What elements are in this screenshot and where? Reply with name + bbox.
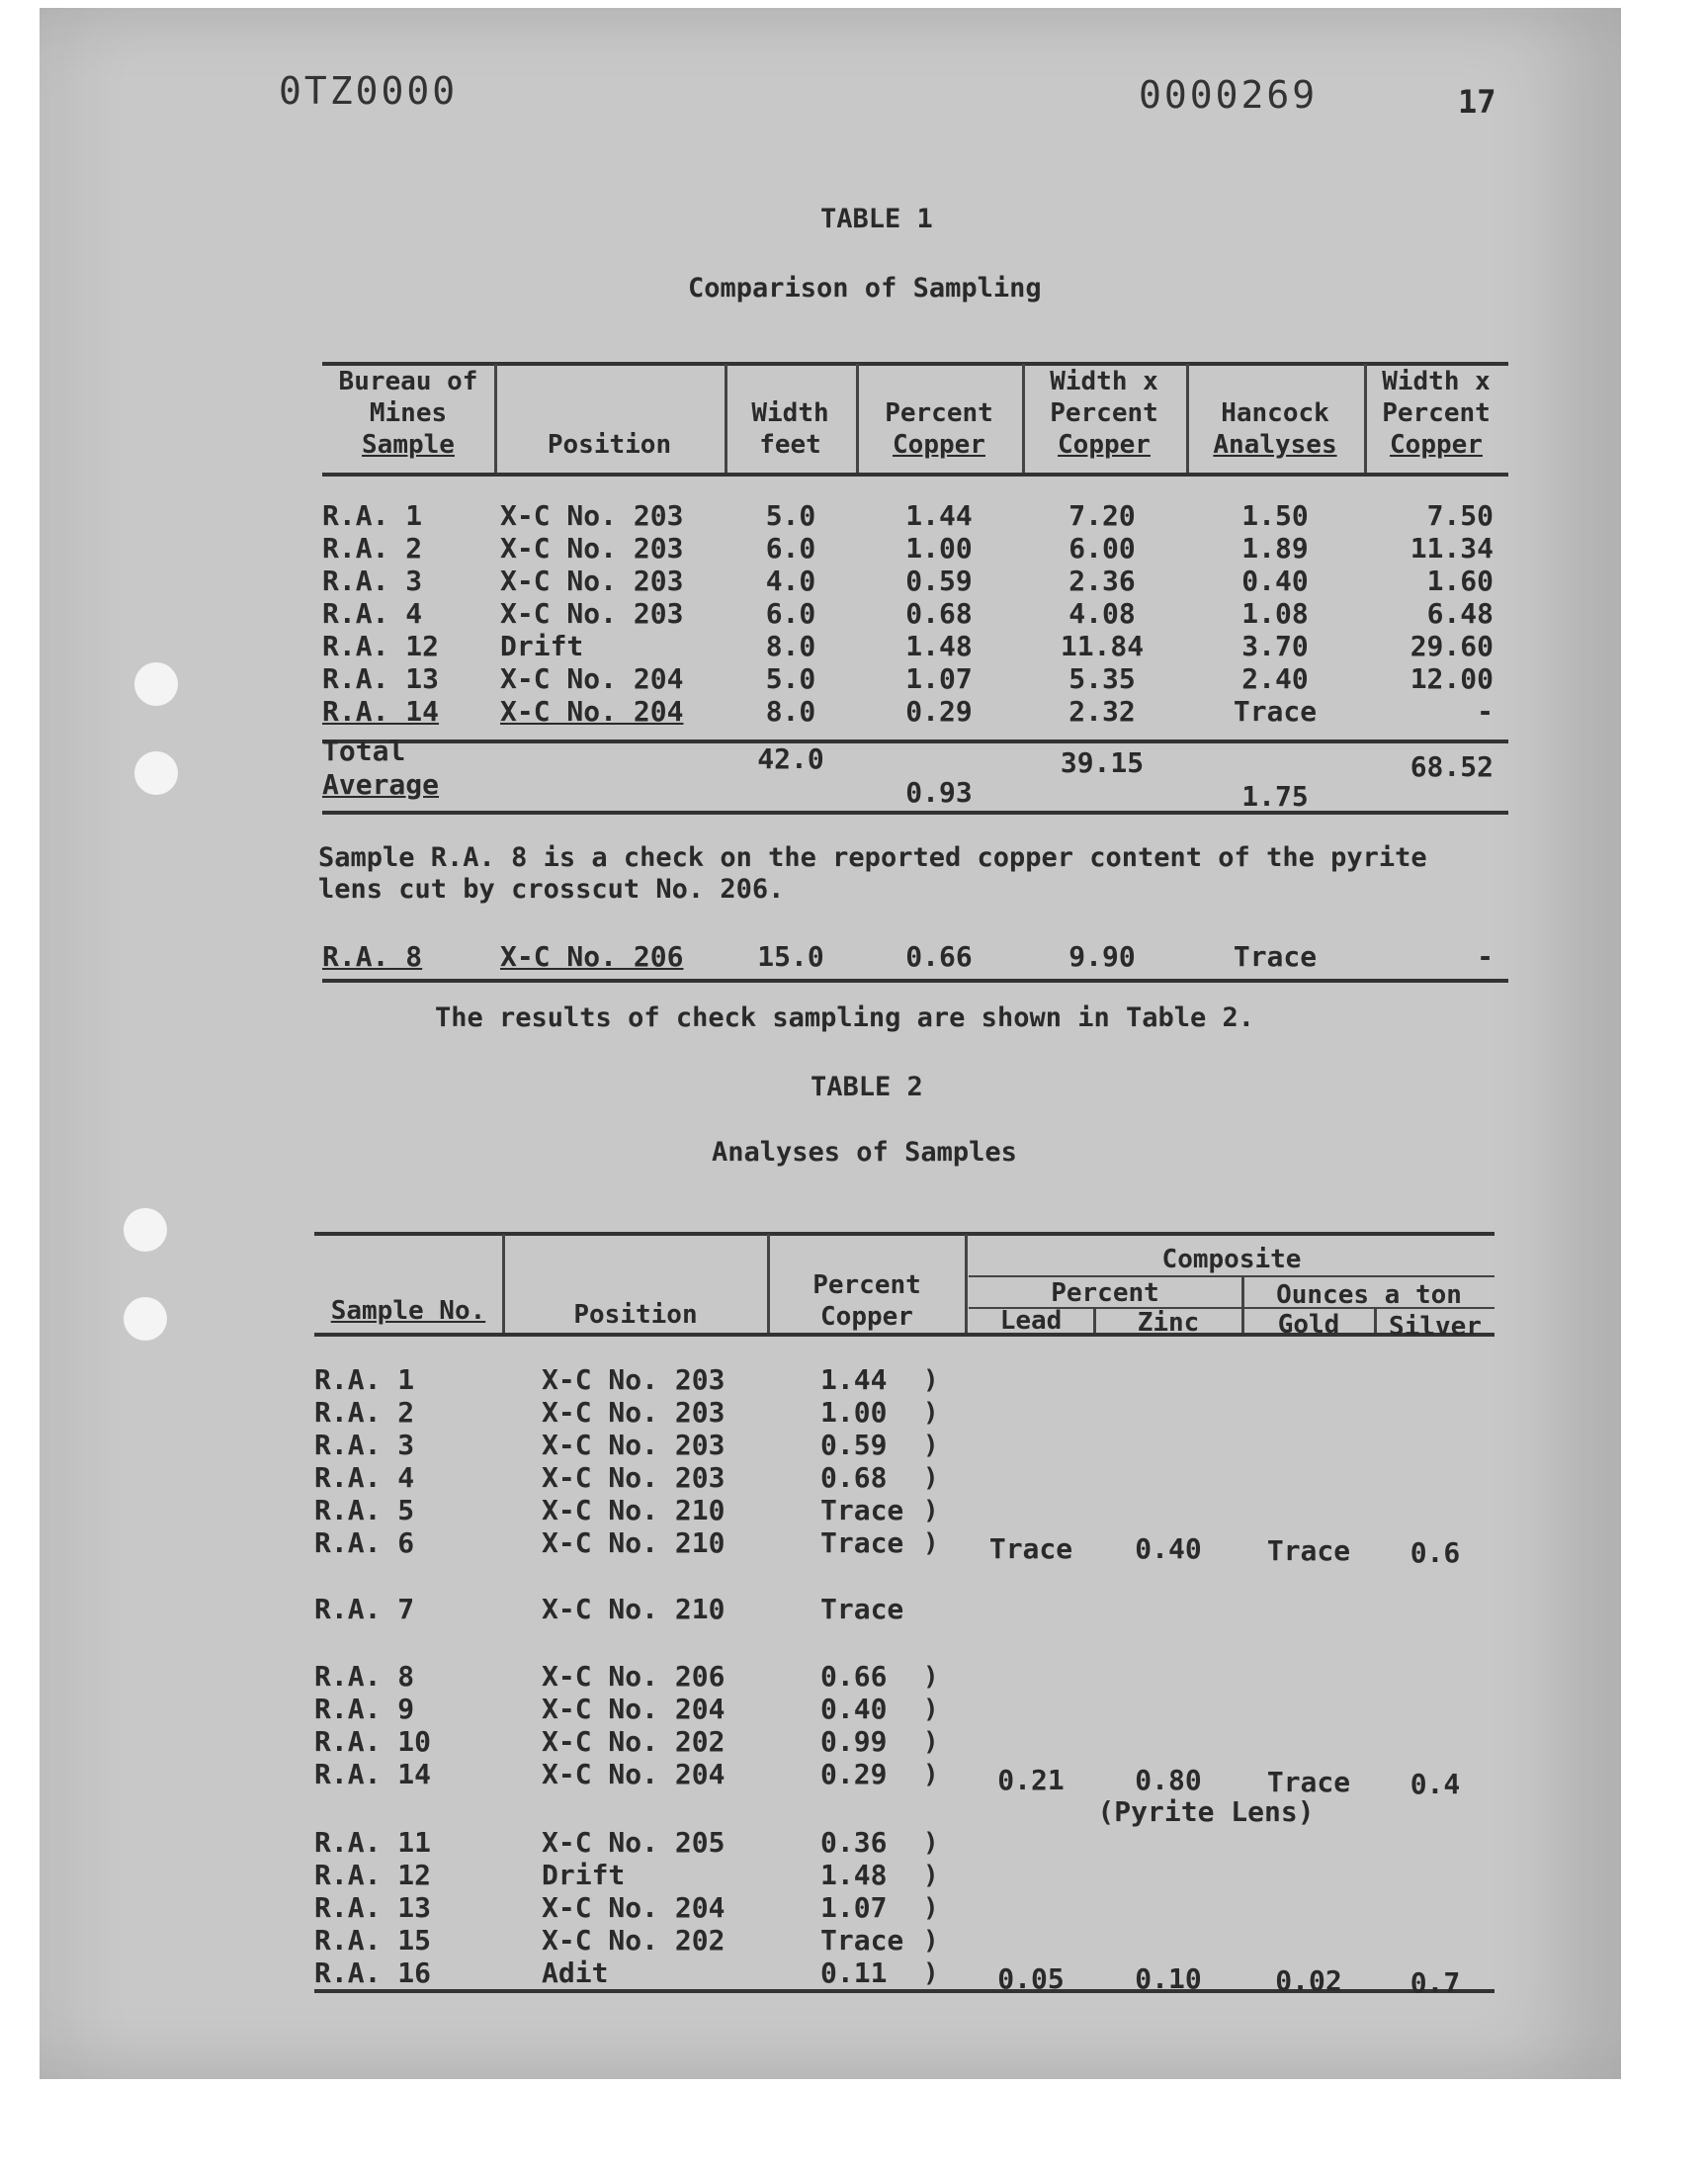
- brace-mark: ): [923, 1727, 939, 1757]
- right-stamp: 0000269: [1139, 73, 1319, 117]
- table1-cell: R.A. 2: [322, 532, 423, 565]
- table1-header-6: Width x Percent Copper: [1382, 367, 1491, 460]
- table2-gold-cell: 0.02: [1275, 1964, 1342, 1997]
- table2-copper-cell: Trace: [820, 1924, 904, 1957]
- table2-sample-cell: R.A. 4: [314, 1461, 415, 1494]
- table1-cell: R.A. 3: [322, 565, 423, 597]
- table2-sample-cell: R.A. 16: [314, 1957, 432, 1989]
- table2-copper-cell: 1.07: [820, 1891, 888, 1924]
- table1-cell: R.A. 14: [322, 695, 440, 728]
- table1-cell: 29.60: [1409, 630, 1494, 662]
- table2-sample-cell: R.A. 9: [314, 1693, 415, 1725]
- table2-sample-cell: R.A. 8: [314, 1660, 415, 1693]
- table1-check-cell: X-C No. 206: [500, 940, 684, 973]
- table1-cell: X-C No. 203: [500, 597, 684, 630]
- brace-mark: ): [923, 1365, 939, 1395]
- table1-cell: 2.36: [1068, 565, 1136, 597]
- table1-cell: R.A. 12: [322, 630, 440, 662]
- table2-copper-cell: 1.44: [820, 1363, 888, 1396]
- table2-copper-cell: Trace: [820, 1494, 904, 1526]
- table1-cell: 11.84: [1060, 630, 1145, 662]
- table1-cell: 2.32: [1068, 695, 1136, 728]
- table1-cell: 6.48: [1426, 597, 1494, 630]
- table1-cell: 1.48: [905, 630, 973, 662]
- brace-mark: ): [923, 1463, 939, 1493]
- table1-header-1: Position: [547, 430, 672, 460]
- table1-total-width: 42.0: [757, 742, 824, 775]
- table2-gold-cell: Trace: [1266, 1766, 1351, 1798]
- table1-cell: 11.34: [1409, 532, 1494, 565]
- table2-copper-cell: 0.29: [820, 1758, 888, 1790]
- table1-header-3: Percent Copper: [885, 398, 993, 460]
- table1-cell: 8.0: [765, 695, 816, 728]
- table1-check-cell: 0.66: [905, 940, 973, 973]
- table2-sample-cell: R.A. 2: [314, 1396, 415, 1429]
- table1-total-label: Total: [322, 735, 406, 767]
- table2-copper-cell: 0.99: [820, 1725, 888, 1758]
- table2-zinc-cell: 0.80: [1135, 1764, 1202, 1796]
- table2-header-lead: Lead: [999, 1306, 1063, 1336]
- table2-position-cell: X-C No. 210: [542, 1526, 726, 1559]
- brace-mark: ): [923, 1496, 939, 1525]
- brace-mark: ): [923, 1926, 939, 1956]
- table1-cell: R.A. 1: [322, 499, 423, 532]
- table1-cell: 6.0: [765, 597, 816, 630]
- table1-check-cell: Trace: [1233, 940, 1318, 973]
- punch-hole: [124, 1297, 167, 1341]
- table2-sample-cell: R.A. 3: [314, 1429, 415, 1461]
- table1-cell: R.A. 13: [322, 662, 440, 695]
- table1-subtitle: Comparison of Sampling: [688, 273, 1042, 304]
- table2-copper-cell: 0.40: [820, 1693, 888, 1725]
- table2-copper-cell: Trace: [820, 1526, 904, 1559]
- table2-copper-cell: 0.36: [820, 1826, 888, 1859]
- table2-position-cell: Drift: [542, 1859, 626, 1891]
- table1-cell: 4.0: [765, 565, 816, 597]
- table1-check-cell: R.A. 8: [322, 940, 423, 973]
- table2-lead-cell: 0.21: [997, 1764, 1065, 1796]
- table2-position-cell: X-C No. 204: [542, 1693, 726, 1725]
- brace-mark: ): [923, 1861, 939, 1890]
- table2-position-cell: X-C No. 210: [542, 1494, 726, 1526]
- brace-mark: ): [923, 1828, 939, 1858]
- table2-sample-cell: R.A. 14: [314, 1758, 432, 1790]
- table1-cell: R.A. 4: [322, 597, 423, 630]
- table2-position-cell: X-C No. 203: [542, 1363, 726, 1396]
- table1-header-0: Bureau of Mines Sample: [338, 367, 478, 460]
- table1-cell: 0.40: [1241, 565, 1309, 597]
- table2-header-position: Position: [573, 1300, 698, 1330]
- table1-cell: 1.89: [1241, 532, 1309, 565]
- table1-total-wxc: 39.15: [1060, 746, 1145, 779]
- rule: [322, 473, 1508, 477]
- brace-mark: ): [923, 1662, 939, 1692]
- table2-zinc-cell: 0.10: [1135, 1962, 1202, 1995]
- table2-position-cell: X-C No. 203: [542, 1396, 726, 1429]
- table1-cell: 1.00: [905, 532, 973, 565]
- table1-cell: 3.70: [1241, 630, 1309, 662]
- table2-title: TABLE 2: [811, 1072, 923, 1102]
- table1-cell: X-C No. 203: [500, 532, 684, 565]
- table1-cell: 6.00: [1068, 532, 1136, 565]
- table2-sample-cell: R.A. 1: [314, 1363, 415, 1396]
- table1-note: Sample R.A. 8 is a check on the reported copper content of the pyrite lens cut by crosscut No. 206.: [318, 842, 1427, 905]
- table2-sample-cell: R.A. 11: [314, 1826, 432, 1859]
- brace-mark: ): [923, 1958, 939, 1988]
- table2-sample-cell: R.A. 12: [314, 1859, 432, 1891]
- brace-mark: ): [923, 1398, 939, 1428]
- table1-cell: 5.0: [765, 662, 816, 695]
- rule: [322, 740, 1508, 743]
- table2-sample-cell: R.A. 10: [314, 1725, 432, 1758]
- table2-position-cell: X-C No. 202: [542, 1924, 726, 1957]
- table2-lead-cell: 0.05: [997, 1962, 1065, 1995]
- table1-average-hancock: 1.75: [1241, 780, 1309, 813]
- brace-mark: ): [923, 1893, 939, 1923]
- table2-gold-cell: Trace: [1266, 1534, 1351, 1567]
- table2-position-cell: X-C No. 202: [542, 1725, 726, 1758]
- table1-cell: X-C No. 203: [500, 499, 684, 532]
- table2-position-cell: X-C No. 210: [542, 1593, 726, 1625]
- table1-cell: Drift: [500, 630, 584, 662]
- table1-cell: 0.29: [905, 695, 973, 728]
- table1-cell: Trace: [1233, 695, 1318, 728]
- table2-header-copper: Percent Copper: [812, 1270, 921, 1332]
- table1-header-2: Width feet: [751, 398, 829, 460]
- table2-copper-cell: 0.68: [820, 1461, 888, 1494]
- table2-position-cell: X-C No. 204: [542, 1758, 726, 1790]
- table2-copper-cell: 0.11: [820, 1957, 888, 1989]
- table1-cell: 12.00: [1409, 662, 1494, 695]
- table2-position-cell: X-C No. 203: [542, 1429, 726, 1461]
- table1-cell: 1.44: [905, 499, 973, 532]
- table1-cell: 1.08: [1241, 597, 1309, 630]
- table2-header-sample: Sample No.: [330, 1296, 486, 1326]
- table1-check-cell: 15.0: [757, 940, 824, 973]
- table1-cell: 2.40: [1241, 662, 1309, 695]
- table1-cell: X-C No. 203: [500, 565, 684, 597]
- punch-hole: [124, 1208, 167, 1252]
- table1-header-4: Width x Percent Copper: [1050, 367, 1158, 460]
- table1-cell: X-C No. 204: [500, 695, 684, 728]
- rule: [322, 979, 1508, 983]
- table1-cell: 5.0: [765, 499, 816, 532]
- table2-header-ounces: Ounces a ton: [1276, 1280, 1462, 1310]
- results-text: The results of check sampling are shown in Table 2.: [435, 1002, 1255, 1033]
- brace-mark: ): [923, 1528, 939, 1558]
- table1-check-cell: -: [1477, 940, 1494, 973]
- table1-check-cell: 9.90: [1068, 940, 1136, 973]
- table1-cell: 6.0: [765, 532, 816, 565]
- table2-position-cell: Adit: [542, 1957, 609, 1989]
- table2-position-cell: X-C No. 203: [542, 1461, 726, 1494]
- table2-copper-cell: 1.00: [820, 1396, 888, 1429]
- table2-copper-cell: 0.59: [820, 1429, 888, 1461]
- table1-cell: 4.08: [1068, 597, 1136, 630]
- table2-sample-cell: R.A. 6: [314, 1526, 415, 1559]
- rule: [314, 1232, 1494, 1236]
- table2-silver-cell: 0.7: [1409, 1966, 1461, 1999]
- table1-average-label: Average: [322, 768, 440, 801]
- punch-hole: [134, 662, 178, 706]
- table1-cell: 5.35: [1068, 662, 1136, 695]
- brace-mark: ): [923, 1695, 939, 1724]
- table2-header-silver: Silver: [1389, 1312, 1482, 1342]
- table1-cell: 1.50: [1241, 499, 1309, 532]
- table2-composite-note: (Pyrite Lens): [1097, 1795, 1315, 1828]
- table1-total-hancock-wxc: 68.52: [1409, 750, 1494, 783]
- table1-cell: 7.50: [1426, 499, 1494, 532]
- table2-lead-cell: Trace: [988, 1532, 1073, 1565]
- table2-position-cell: X-C No. 205: [542, 1826, 726, 1859]
- table1-cell: 8.0: [765, 630, 816, 662]
- table1-cell: X-C No. 204: [500, 662, 684, 695]
- table1-title: TABLE 1: [820, 204, 933, 234]
- table2-header-zinc: Zinc: [1137, 1308, 1200, 1338]
- table2-copper-cell: 1.48: [820, 1859, 888, 1891]
- table2-sample-cell: R.A. 15: [314, 1924, 432, 1957]
- table2-silver-cell: 0.4: [1409, 1768, 1461, 1800]
- table2-header-composite: Composite: [1161, 1245, 1302, 1274]
- table2-silver-cell: 0.6: [1409, 1536, 1461, 1569]
- table1-cell: 7.20: [1068, 499, 1136, 532]
- table2-zinc-cell: 0.40: [1135, 1532, 1202, 1565]
- table2-header-percent: Percent: [1051, 1278, 1159, 1308]
- table1-cell: 1.07: [905, 662, 973, 695]
- table1-average-copper: 0.93: [905, 776, 973, 809]
- table1-header-5: Hancock Analyses: [1213, 398, 1337, 460]
- table2-position-cell: X-C No. 206: [542, 1660, 726, 1693]
- table2-copper-cell: Trace: [820, 1593, 904, 1625]
- table2-position-cell: X-C No. 204: [542, 1891, 726, 1924]
- table1-cell: 0.68: [905, 597, 973, 630]
- column-divider: [965, 1234, 968, 1333]
- brace-mark: ): [923, 1431, 939, 1460]
- table1-cell: -: [1477, 695, 1494, 728]
- table2-header-gold: Gold: [1277, 1310, 1340, 1340]
- punch-hole: [134, 751, 178, 795]
- table1-cell: 1.60: [1426, 565, 1494, 597]
- brace-mark: ): [923, 1760, 939, 1789]
- table2-subtitle: Analyses of Samples: [712, 1137, 1017, 1168]
- table1-cell: 0.59: [905, 565, 973, 597]
- page-number: 17: [1458, 83, 1496, 121]
- table2-sample-cell: R.A. 7: [314, 1593, 415, 1625]
- left-stamp: 0TZ0000: [279, 69, 459, 113]
- table2-sample-cell: R.A. 13: [314, 1891, 432, 1924]
- table2-sample-cell: R.A. 5: [314, 1494, 415, 1526]
- table2-copper-cell: 0.66: [820, 1660, 888, 1693]
